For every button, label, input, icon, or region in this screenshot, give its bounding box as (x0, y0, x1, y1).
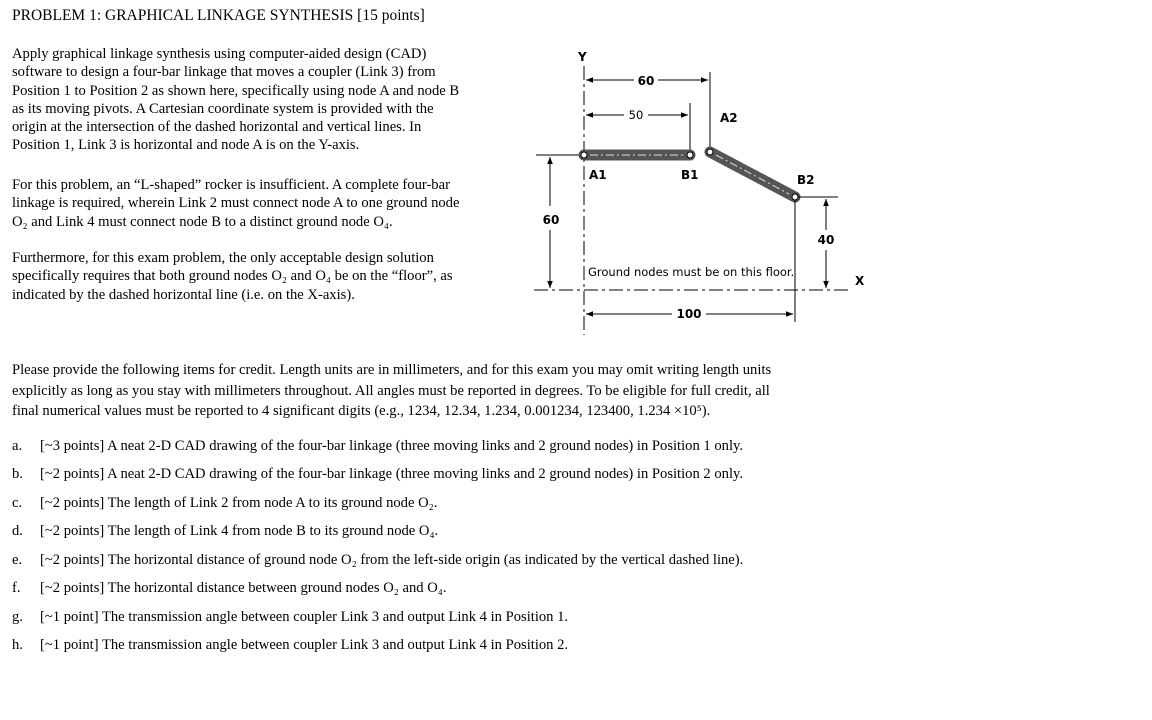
dim-40-label: 40 (817, 233, 835, 247)
requirement-line: O₂ and Link 4 must connect node B to a distinct ground node O₄. (12, 213, 393, 230)
node-a2 (707, 149, 713, 155)
item-text: [~1 point] The transmission angle between coupler Link 3 and output Link 4 in Position 1. (40, 609, 569, 625)
dim-50-label: 50 (628, 108, 644, 122)
intro-line: Position 1, Link 3 is horizontal and node A is on the Y-axis. (12, 137, 360, 154)
node-a1 (581, 152, 587, 158)
label-a2: A2 (720, 111, 738, 125)
constraint-line: Furthermore, for this exam problem, the only acceptable design solution (12, 250, 434, 266)
intro-line: Position 1 to Position 2 as shown here, specifically using node A and node B (12, 82, 460, 99)
item-letter: h. (12, 637, 23, 653)
dim-100-label: 100 (676, 307, 702, 321)
item-text: [~3 points] A neat 2-D CAD drawing of the four-bar linkage (three moving links and 2 ground nodes) in Position 1 only. (40, 438, 743, 454)
item-letter: c. (12, 495, 23, 511)
requirement-line: For this problem, an “L-shaped” rocker is insufficient. A complete four-bar (12, 177, 450, 193)
item-letter: g. (12, 609, 23, 625)
y-axis-label: Y (578, 50, 587, 64)
item-text: [~2 points] The horizontal distance of ground node O₂ from the left-side origin (as indicated by the vertical dashed line). (40, 552, 744, 568)
item-text: [~1 point] The transmission angle between coupler Link 3 and output Link 4 in Position 2. (40, 637, 569, 653)
floor-note: Ground nodes must be on this floor. (588, 265, 795, 279)
intro-line: origin at the intersection of the dashed horizontal and vertical lines. In (12, 119, 422, 136)
item-text: [~2 points] The length of Link 4 from node B to its ground node O₄. (40, 523, 439, 539)
dim-60-left-label: 60 (542, 213, 560, 227)
label-b1: B1 (681, 168, 699, 182)
label-a1: A1 (589, 168, 607, 182)
item-letter: d. (12, 523, 23, 539)
constraint-line: specifically requires that both ground nodes O₂ and O₄ be on the “floor”, as (12, 268, 453, 285)
instructions-line: Please provide the following items for credit. Length units are in millimeters, and for this exam you may omit writing length units (12, 362, 772, 378)
constraint-line: indicated by the dashed horizontal line (i.e. on the X-axis). (12, 286, 355, 303)
item-text: [~2 points] The horizontal distance between ground nodes O₂ and O₄. (40, 580, 447, 596)
item-letter: b. (12, 466, 23, 482)
node-b1 (687, 152, 693, 158)
node-b2 (792, 194, 798, 200)
label-b2: B2 (797, 173, 815, 187)
x-axis-label: X (855, 274, 865, 288)
item-letter: e. (12, 552, 23, 568)
problem-title: PROBLEM 1: GRAPHICAL LINKAGE SYNTHESIS [15 points] (12, 7, 425, 24)
instructions-line: final numerical values must be reported to 4 significant digits (e.g., 1234, 12.34, 1.234, 0.001234, 123400, 1.234 ×10⁵). (12, 403, 711, 419)
dim-60-top-label: 60 (637, 74, 655, 88)
item-text: [~2 points] A neat 2-D CAD drawing of the four-bar linkage (three moving links and 2 ground nodes) in Position 2 only. (40, 466, 743, 482)
instructions-line: explicitly as long as you stay with millimeters throughout. All angles must be reported in degrees. To be eligible for full credit, all (12, 382, 770, 399)
item-text: [~2 points] The length of Link 2 from node A to its ground node O₂. (40, 495, 438, 511)
intro-line: software to design a four-bar linkage that moves a coupler (Link 3) from (12, 64, 436, 81)
item-letter: a. (12, 438, 23, 454)
requirement-line: linkage is required, wherein Link 2 must connect node A to one ground node (12, 195, 460, 212)
intro-line: as its moving pivots. A Cartesian coordinate system is provided with the (12, 100, 434, 117)
intro-line: Apply graphical linkage synthesis using computer-aided design (CAD) (12, 46, 427, 62)
item-letter: f. (12, 580, 21, 596)
